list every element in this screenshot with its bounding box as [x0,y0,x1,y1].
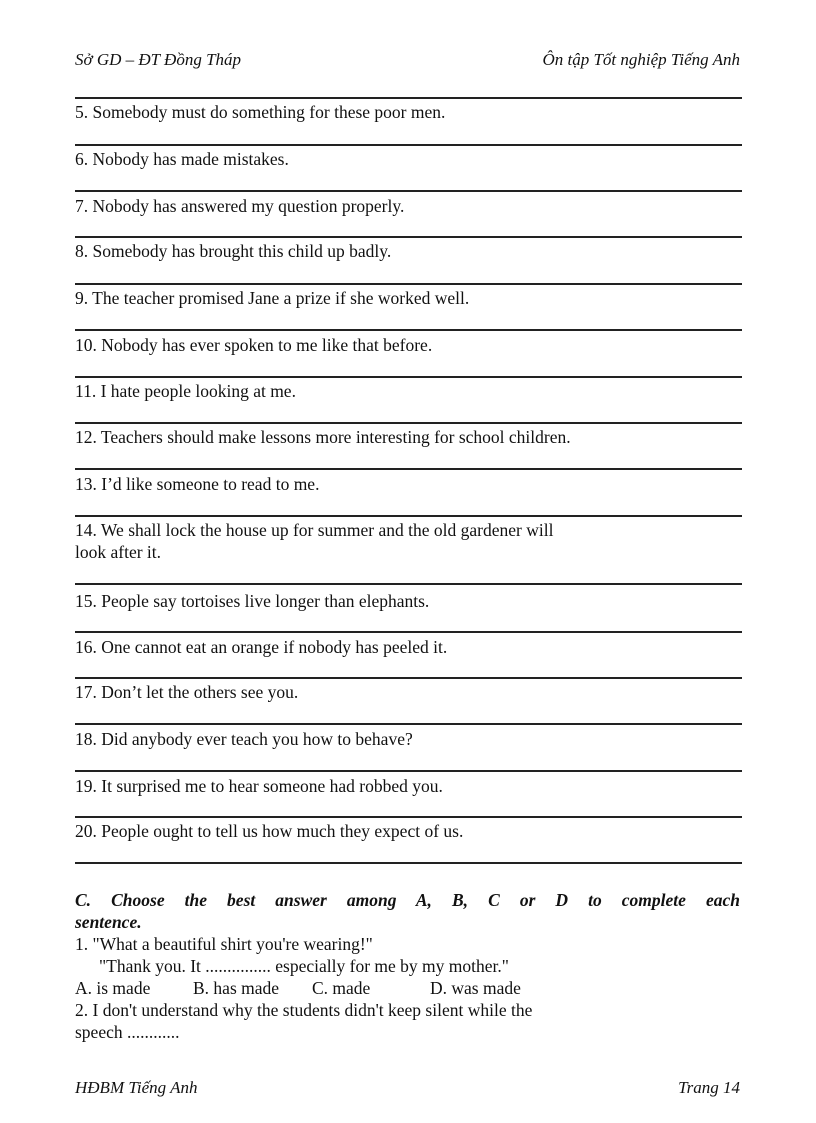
section-c [75,889,740,1043]
page-number: Trang 14 [678,1078,740,1097]
answer-rule [75,236,742,238]
question-1-line1: 1. "What a beautiful shirt you're wearing!" [75,934,373,954]
answer-rule [75,631,742,633]
exercise-item-14 [75,519,740,563]
option-a: A. is made [75,978,151,998]
exercise-item-6: 6. Nobody has made mistakes. [75,149,289,169]
page-footer [75,1078,740,1100]
exercise-item-13: 13. I’d like someone to read to me. [75,474,320,494]
exercise-item-19: 19. It surprised me to hear someone had robbed you. [75,776,443,796]
option-c: C. made [312,978,371,998]
option-d: D. was made [430,978,521,998]
exercise-item-14-line1: 14. We shall lock the house up for summer and the old gardener will [75,520,554,540]
answer-rule [75,283,742,285]
answer-rule [75,97,742,99]
answer-rule [75,376,742,378]
section-c-title [75,889,740,933]
answer-rule [75,468,742,470]
option-b: B. has made [193,978,280,998]
question-2-line2: speech ............ [75,1022,180,1042]
exercise-item-17: 17. Don’t let the others see you. [75,682,299,702]
answer-rule [75,770,742,772]
header-left-text: Sở GD – ĐT Đồng Tháp [75,50,242,69]
section-c-title-line1: C. Choose the best answer among A, B, C or D to complete each [75,890,740,910]
answer-rule [75,583,742,585]
answer-rule [75,422,742,424]
exercise-item-10: 10. Nobody has ever spoken to me like that before. [75,335,433,355]
exercise-item-7: 7. Nobody has answered my question properly. [75,196,405,216]
section-c-title-line2: sentence. [75,912,142,932]
answer-rule [75,862,742,864]
exercise-item-20: 20. People ought to tell us how much they expect of us. [75,821,464,841]
question-1-options [75,977,740,999]
exercise-item-18: 18. Did anybody ever teach you how to behave? [75,729,413,749]
footer-left-text: HĐBM Tiếng Anh [75,1078,198,1097]
answer-rule [75,190,742,192]
answer-rule [75,329,742,331]
question-1-line2: "Thank you. It ............... especially for me by my mother." [99,956,509,976]
exercise-item-5: 5. Somebody must do something for these poor men. [75,102,446,122]
question-2-line1: 2. I don't understand why the students didn't keep silent while the [75,1000,533,1020]
exercise-item-11: 11. I hate people looking at me. [75,381,296,401]
exercise-item-15: 15. People say tortoises live longer than elephants. [75,591,430,611]
exercise-item-16: 16. One cannot eat an orange if nobody has peeled it. [75,637,448,657]
page-header [75,50,740,72]
answer-rule [75,816,742,818]
answer-rule [75,723,742,725]
exercise-item-9: 9. The teacher promised Jane a prize if she worked well. [75,288,470,308]
exercise-item-14-line2: look after it. [75,542,162,562]
exercise-item-8: 8. Somebody has brought this child up badly. [75,241,392,261]
header-right-text: Ôn tập Tốt nghiệp Tiếng Anh [542,50,740,69]
answer-rule [75,677,742,679]
exercise-item-12: 12. Teachers should make lessons more interesting for school children. [75,427,571,447]
answer-rule [75,515,742,517]
answer-rule [75,144,742,146]
